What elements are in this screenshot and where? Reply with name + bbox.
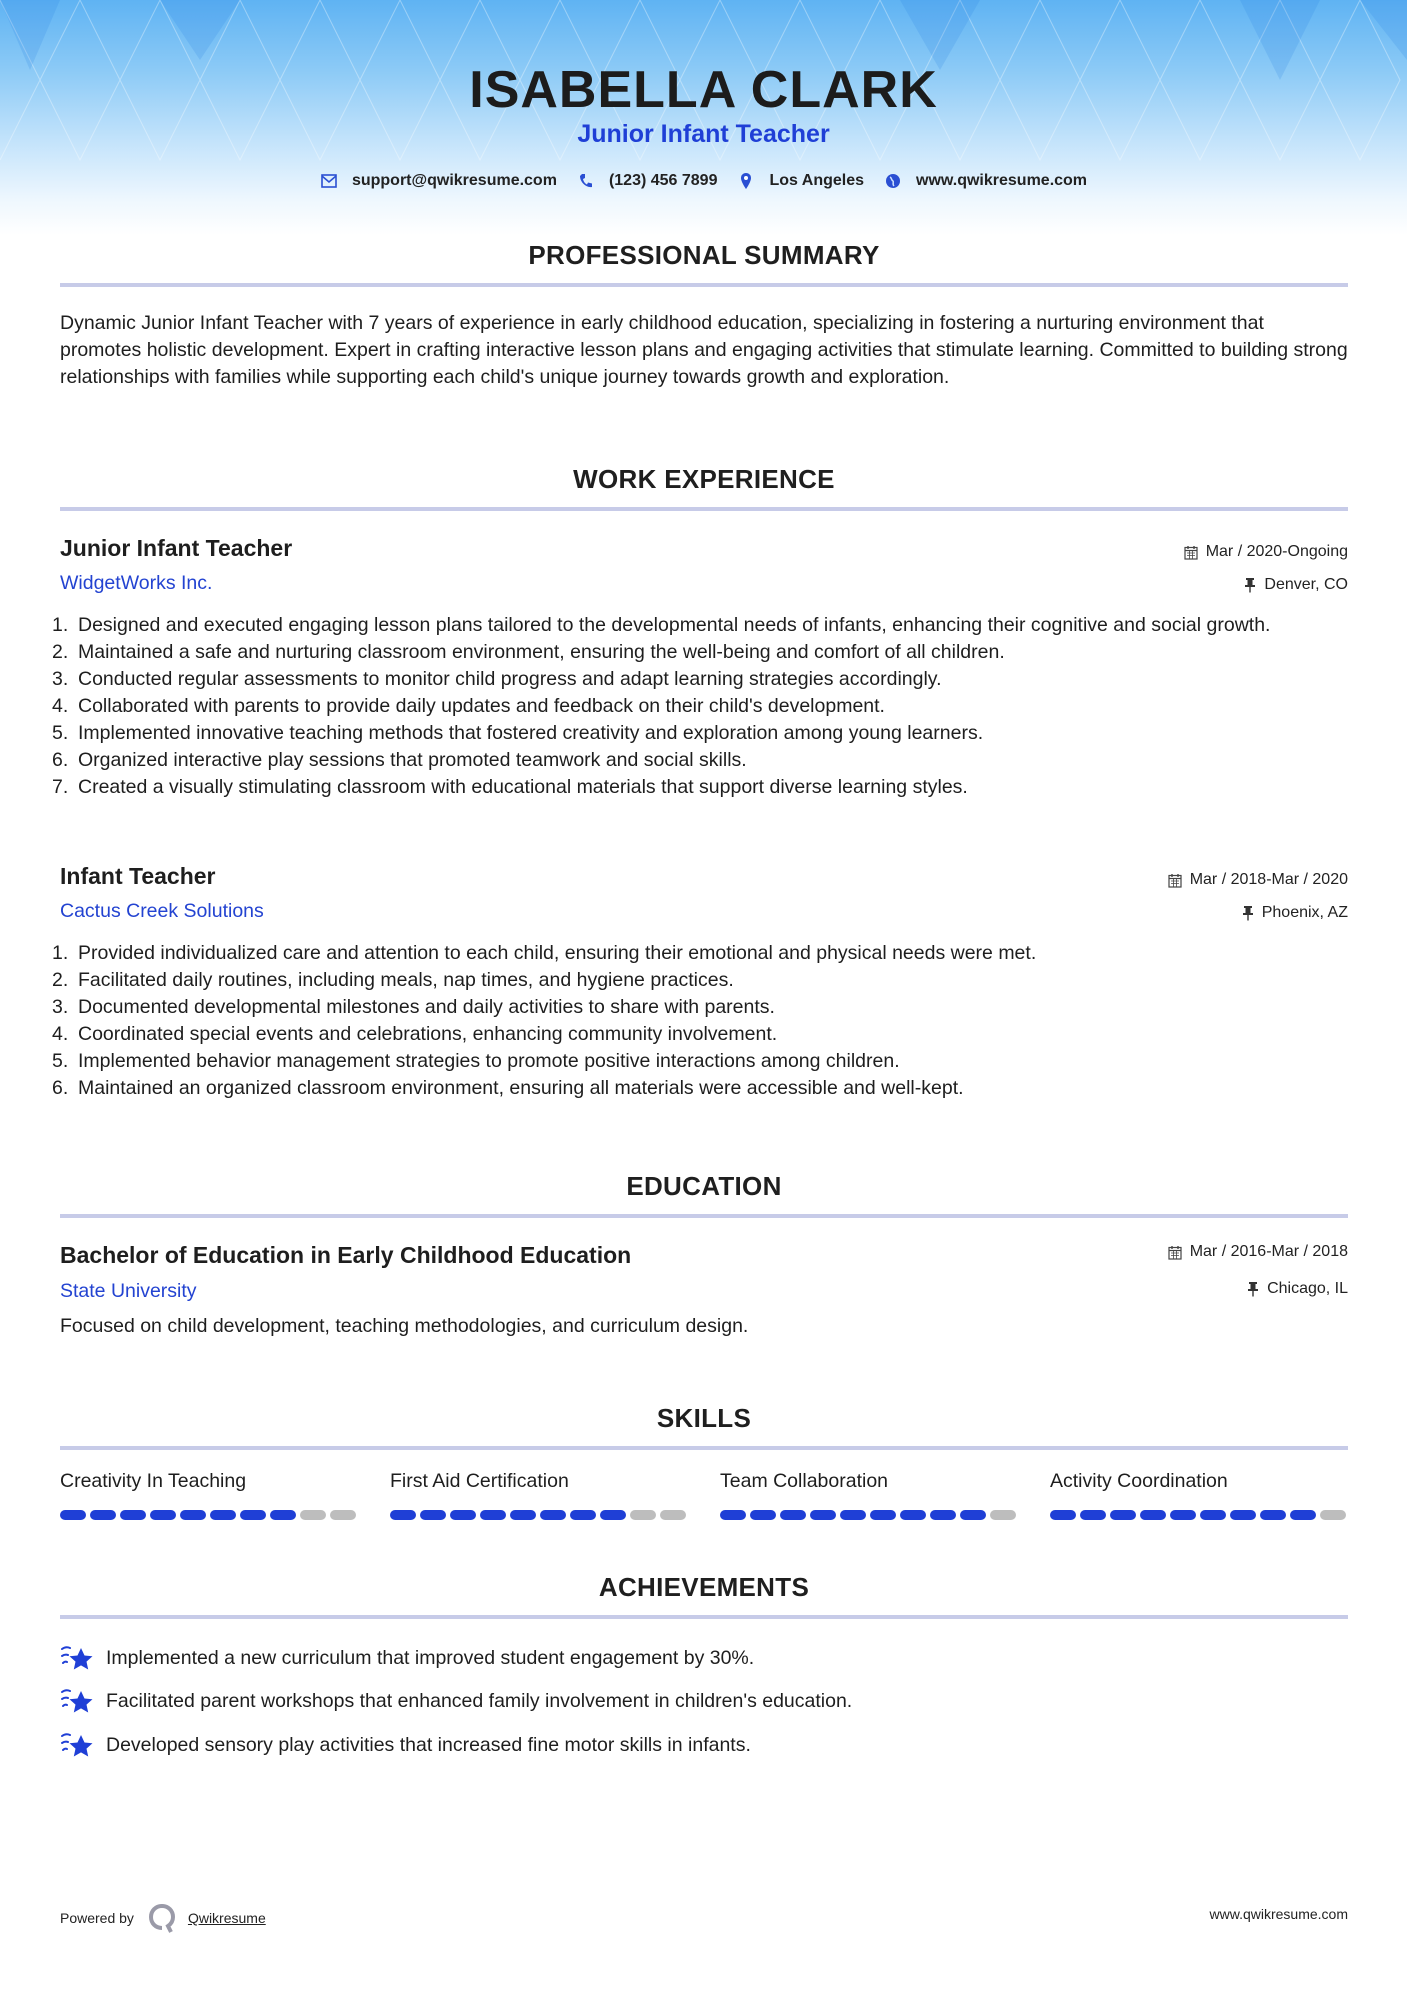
- pushpin-icon: [1247, 1281, 1259, 1297]
- shooting-star-icon: [60, 1730, 94, 1760]
- list-item: 7. Created a visually stimulating classroom with educational materials that support diverse learning styles.: [52, 776, 968, 798]
- skill-segment-filled: [1230, 1510, 1256, 1520]
- contact-bar: [0, 172, 1407, 190]
- skill-segment-filled: [1050, 1510, 1076, 1520]
- skill-segment-filled: [1110, 1510, 1136, 1520]
- qwikresume-link[interactable]: Qwikresume: [187, 1910, 266, 1926]
- job-location: Phoenix, AZ: [1242, 904, 1348, 922]
- achievement-item: Implemented a new curriculum that improved student engagement by 30%.: [60, 1643, 754, 1673]
- skill-segment-filled: [1170, 1510, 1196, 1520]
- location-text: Los Angeles: [769, 172, 865, 189]
- contact-website[interactable]: [884, 172, 1087, 190]
- job-title: Infant Teacher: [60, 863, 216, 889]
- calendar-icon: [1184, 545, 1198, 560]
- skill-segment-filled: [540, 1510, 566, 1520]
- school-name: State University: [60, 1280, 197, 1302]
- education-dates: Mar / 2016-Mar / 2018: [1168, 1243, 1348, 1261]
- skill-segment-filled: [840, 1510, 866, 1520]
- skill-segment-filled: [60, 1510, 86, 1520]
- skill-segment-filled: [870, 1510, 896, 1520]
- candidate-name: ISABELLA CLARK: [469, 61, 938, 119]
- job-bullets: [52, 612, 1352, 801]
- section-divider: [60, 1446, 1348, 1450]
- job-bullets: [52, 940, 1352, 1102]
- skill-segment-filled: [1290, 1510, 1316, 1520]
- skill-segment-empty: [990, 1510, 1016, 1520]
- footer-powered-by: Powered by Qwikresume: [60, 1903, 266, 1933]
- map-marker-icon: [737, 172, 755, 190]
- skill-segment-filled: [420, 1510, 446, 1520]
- skill-segment-filled: [900, 1510, 926, 1520]
- section-divider: [60, 1615, 1348, 1619]
- skill-segment-filled: [930, 1510, 956, 1520]
- skill-segment-filled: [120, 1510, 146, 1520]
- resume-header: [0, 0, 1407, 235]
- skill-segment-filled: [90, 1510, 116, 1520]
- skill-segment-empty: [300, 1510, 326, 1520]
- achievement-item: Developed sensory play activities that increased fine motor skills in infants.: [60, 1730, 751, 1760]
- education-location: Chicago, IL: [1247, 1280, 1348, 1298]
- company-name: WidgetWorks Inc.: [60, 572, 213, 594]
- skill-segment-filled: [480, 1510, 506, 1520]
- degree-title: Bachelor of Education in Early Childhood Education: [60, 1242, 632, 1268]
- skill-segment-filled: [600, 1510, 626, 1520]
- skill-segment-filled: [390, 1510, 416, 1520]
- job-location: Denver, CO: [1244, 576, 1348, 594]
- skill-item: Activity Coordination: [1050, 1470, 1350, 1520]
- contact-location: [737, 172, 864, 190]
- shooting-star-icon: [60, 1643, 94, 1673]
- list-item: 2. Maintained a safe and nurturing classroom environment, ensuring the well-being and comfort of all children.: [52, 641, 1005, 663]
- education-heading: EDUCATION: [626, 1171, 782, 1201]
- skill-segment-filled: [570, 1510, 596, 1520]
- skill-rating-bar: [1050, 1510, 1350, 1520]
- list-item: 4. Collaborated with parents to provide daily updates and feedback on their child's development.: [52, 695, 885, 717]
- experience-heading: WORK EXPERIENCE: [573, 464, 835, 494]
- qwikresume-logo-icon: [148, 1903, 176, 1933]
- list-item: 4. Coordinated special events and celebrations, enhancing community involvement.: [52, 1023, 778, 1045]
- skill-segment-empty: [630, 1510, 656, 1520]
- pushpin-icon: [1242, 905, 1254, 921]
- skill-segment-filled: [810, 1510, 836, 1520]
- skill-segment-empty: [660, 1510, 686, 1520]
- footer-website[interactable]: www.qwikresume.com: [1209, 1906, 1348, 1922]
- skills-heading: SKILLS: [656, 1403, 752, 1433]
- email-text: support@qwikresume.com: [351, 172, 557, 189]
- skill-segment-filled: [780, 1510, 806, 1520]
- skill-segment-empty: [330, 1510, 356, 1520]
- skill-segment-filled: [960, 1510, 986, 1520]
- skill-segment-filled: [1080, 1510, 1106, 1520]
- contact-email[interactable]: [320, 172, 557, 190]
- job-dates: Mar / 2018-Mar / 2020: [1168, 871, 1348, 889]
- skill-segment-filled: [150, 1510, 176, 1520]
- list-item: 1. Designed and executed engaging lesson plans tailored to the developmental needs of infants, enhancing their cognitive and social growth.: [52, 614, 1271, 636]
- list-item: 3. Documented developmental milestones and daily activities to share with parents.: [52, 996, 775, 1018]
- achievements-heading: ACHIEVEMENTS: [598, 1572, 810, 1602]
- skill-segment-filled: [1140, 1510, 1166, 1520]
- summary-heading: PROFESSIONAL SUMMARY: [528, 240, 880, 270]
- skill-item: Creativity In Teaching: [60, 1470, 360, 1520]
- skill-rating-bar: [720, 1510, 1020, 1520]
- skill-segment-filled: [270, 1510, 296, 1520]
- education-description: Focused on child development, teaching methodologies, and curriculum design.: [60, 1315, 749, 1337]
- list-item: 5. Implemented innovative teaching methods that fostered creativity and exploration among young learners.: [52, 722, 984, 744]
- section-divider: [60, 1214, 1348, 1218]
- summary-text: Dynamic Junior Infant Teacher with 7 years of experience in early childhood education, specializing in fostering a nurturing environment that promotes holistic development. Expert in crafting interactive lesson plans and engaging activities that stimulate learning. Committed to building strong relationships with families while supporting each child's unique journey towards growth and exploration.: [60, 312, 1348, 388]
- website-text: www.qwikresume.com: [916, 172, 1088, 189]
- skill-segment-empty: [1320, 1510, 1346, 1520]
- calendar-icon: [1168, 1245, 1182, 1260]
- skill-segment-filled: [210, 1510, 236, 1520]
- candidate-title: Junior Infant Teacher: [577, 120, 830, 148]
- list-item: 3. Conducted regular assessments to monitor child progress and adapt learning strategies accordingly.: [52, 668, 942, 690]
- shooting-star-icon: [60, 1686, 94, 1716]
- section-divider: [60, 507, 1348, 511]
- skill-segment-filled: [510, 1510, 536, 1520]
- section-divider: [60, 283, 1348, 287]
- envelope-icon: [320, 172, 338, 190]
- pushpin-icon: [1244, 577, 1256, 593]
- skill-segment-filled: [720, 1510, 746, 1520]
- list-item: 2. Facilitated daily routines, including meals, nap times, and hygiene practices.: [52, 969, 734, 991]
- skill-segment-filled: [240, 1510, 266, 1520]
- skill-rating-bar: [390, 1510, 690, 1520]
- phone-text: (123) 456 7899: [608, 172, 718, 189]
- skill-segment-filled: [750, 1510, 776, 1520]
- job-title: Junior Infant Teacher: [60, 535, 293, 561]
- list-item: 6. Organized interactive play sessions that promoted teamwork and social skills.: [52, 749, 747, 771]
- skill-item: Team Collaboration: [720, 1470, 1020, 1520]
- job-dates: Mar / 2020-Ongoing: [1184, 543, 1348, 561]
- contact-phone[interactable]: [577, 172, 718, 190]
- list-item: 6. Maintained an organized classroom environment, ensuring all materials were accessible and well-kept.: [52, 1077, 964, 1099]
- list-item: 5. Implemented behavior management strategies to promote positive interactions among children.: [52, 1050, 900, 1072]
- skills-list: [60, 1470, 1350, 1520]
- globe-icon: [884, 172, 902, 190]
- skill-item: First Aid Certification: [390, 1470, 690, 1520]
- list-item: 1. Provided individualized care and attention to each child, ensuring their emotional and physical needs were met.: [52, 942, 1037, 964]
- skill-segment-filled: [450, 1510, 476, 1520]
- calendar-icon: [1168, 873, 1182, 888]
- achievement-item: Facilitated parent workshops that enhanced family involvement in children's education.: [60, 1686, 852, 1716]
- skill-segment-filled: [1200, 1510, 1226, 1520]
- skill-rating-bar: [60, 1510, 360, 1520]
- skill-segment-filled: [1260, 1510, 1286, 1520]
- phone-icon: [577, 172, 595, 190]
- skill-segment-filled: [180, 1510, 206, 1520]
- company-name: Cactus Creek Solutions: [60, 900, 264, 922]
